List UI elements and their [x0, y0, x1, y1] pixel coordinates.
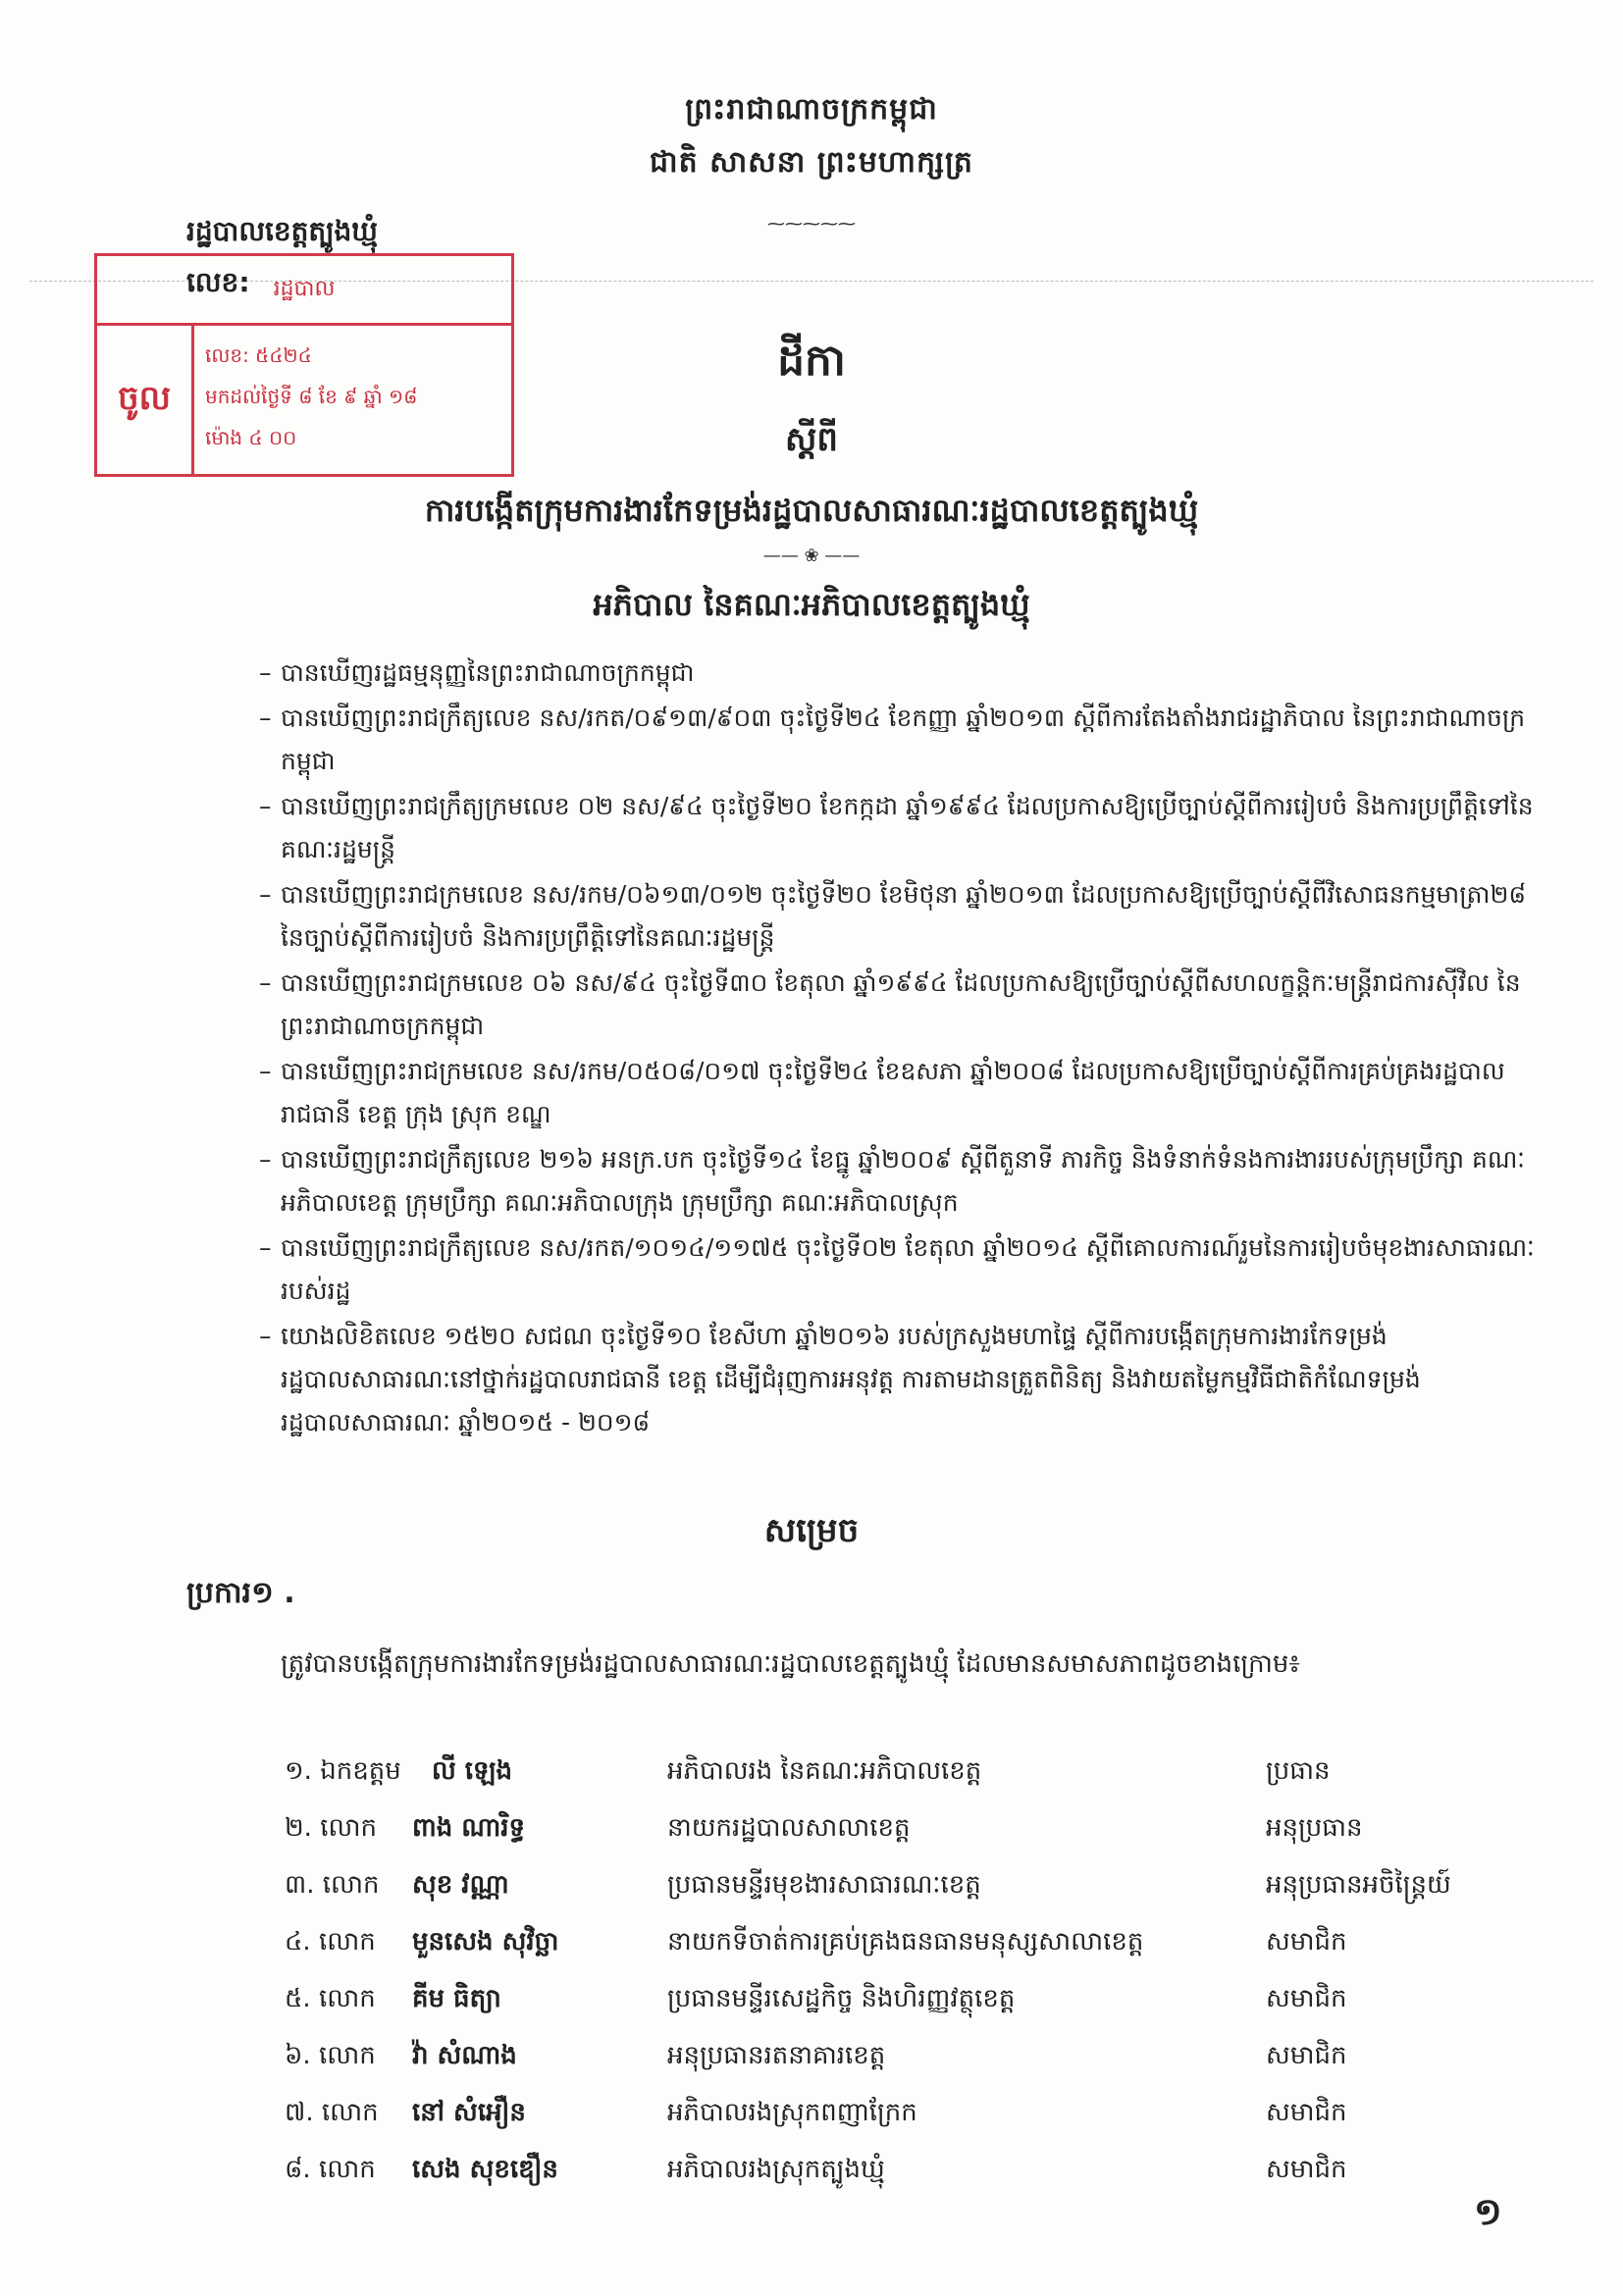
- reference-item: – យោងលិខិតលេខ ១៥២០ សជណ ចុះថ្ងៃទី១០ ខែសីហា ឆ្នាំ២០១៦ របស់ក្រសួងមហាផ្ទៃ ស្តីពីការបង្កើតក្រុមការងារកែទម្រង់រដ្ឋបាលសាធារណៈនៅថ្នាក់រដ្ឋបាលរាជធានី ខេត្ត ដើម្បីជំរុញការអនុវត្ត ការតាមដានត្រួតពិនិត្យ និងវាយតម្លៃកម្មវិធីជាតិកំណែទម្រង់រដ្ឋបាលសាធារណៈ ឆ្នាំ២០១៥ - ២០១៨: [259, 1315, 1554, 1444]
- member-name: ពាង ណារិទ្ធ: [412, 1813, 526, 1843]
- member-position: សមាជិក: [1266, 2041, 1347, 2070]
- kingdom-heading: ព្រះរាជាណាចក្រកម្ពុជា: [685, 92, 938, 127]
- reference-item: – បានឃើញព្រះរាជក្រឹត្យលេខ នស/រកត/០៩១៣/៩០៣ ចុះថ្ងៃទី២៤ ខែកញ្ញា ឆ្នាំ២០១៣ ស្តីពីការតែងតាំងរាជរដ្ឋាភិបាល នៃព្រះរាជាណាចក្រកម្ពុជា: [259, 697, 1554, 783]
- title-ornament: —— ❀ ——: [762, 546, 861, 566]
- member-role: អភិបាលរងស្រុកត្បូងឃ្មុំ: [667, 2155, 885, 2184]
- stamp-office: រដ្ឋបាល: [97, 256, 511, 326]
- reference-item: – បានឃើញរដ្ឋធម្មនុញ្ញនៃព្រះរាជាណាចក្រកម្ពុជា: [259, 652, 1554, 695]
- document-type: ដីកា: [777, 336, 846, 386]
- member-position: សមាជិក: [1266, 1984, 1347, 2013]
- member-index: ៤. លោក: [285, 1927, 376, 1957]
- legal-references: [259, 652, 1554, 1446]
- member-row: [285, 1982, 1560, 2037]
- member-index: ១. ឯកឧត្តម: [285, 1756, 401, 1786]
- reference-item: – បានឃើញព្រះរាជក្រមលេខ នស/រកម/០៥០៨/០១៧ ចុះថ្ងៃទី២៤ ខែឧសភា ឆ្នាំ២០០៨ ដែលប្រកាសឱ្យប្រើច្បាប់ស្តីពីការគ្រប់គ្រងរដ្ឋបាលរាជធានី ខេត្ត ក្រុង ស្រុក ខណ្ឌ: [259, 1050, 1554, 1136]
- member-name: លី ឡេង: [432, 1756, 513, 1786]
- reference-item: – បានឃើញព្រះរាជក្រមលេខ នស/រកម/០៦១៣/០១២ ចុះថ្ងៃទី២០ ខែមិថុនា ឆ្នាំ២០១៣ ដែលប្រកាសឱ្យប្រើច្បាប់ស្តីពីវិសោធនកម្មមាត្រា២៨ នៃច្បាប់ស្តីពីការរៀបចំ និងការប្រព្រឹត្តិទៅនៃគណៈរដ្ឋមន្ត្រី: [259, 873, 1554, 960]
- stamp-side-label: ចូល: [97, 323, 194, 474]
- member-name: វ៉ា សំណាង: [412, 2041, 517, 2070]
- member-position: អនុប្រធាន: [1266, 1813, 1363, 1843]
- decision-heading: សម្រេច: [763, 1511, 860, 1550]
- member-position: សមាជិក: [1266, 2155, 1347, 2184]
- member-role: នាយករដ្ឋបាលសាលាខេត្ត: [667, 1813, 911, 1843]
- member-position: សមាជិក: [1266, 2098, 1347, 2127]
- stamp-number: លេខ: ៥៤២៤: [205, 343, 312, 367]
- document-number-label: លេខ:: [186, 266, 250, 298]
- member-name: សេង សុខឌឿន: [412, 2155, 558, 2184]
- member-index: ៣. លោក: [285, 1870, 380, 1900]
- member-position: សមាជិក: [1266, 1927, 1347, 1957]
- member-role: អភិបាលរង នៃគណៈអភិបាលខេត្ត: [667, 1756, 982, 1786]
- member-name: គីម ធិត្យា: [412, 1984, 501, 2013]
- member-index: ២. លោក: [285, 1813, 377, 1843]
- member-row: [285, 1811, 1560, 1866]
- reference-item: – បានឃើញព្រះរាជក្រឹត្យលេខ នស/រកត/១០១៤/១១៧៥ ចុះថ្ងៃទី០២ ខែតុលា ឆ្នាំ២០១៤ ស្តីពីគោលការណ៍រួមនៃការរៀបចំមុខងារសាធារណៈរបស់រដ្ឋ: [259, 1226, 1554, 1313]
- issuing-authority: អភិបាល នៃគណៈអភិបាលខេត្តត្បូងឃ្មុំ: [593, 586, 1030, 623]
- document-subject: ការបង្កើតក្រុមការងារកែទម្រង់រដ្ឋបាលសាធារណៈរដ្ឋបាលខេត្តត្បូងឃ្មុំ: [424, 492, 1199, 529]
- stamp-received-date: មកដល់ថ្ងៃទី ៨ ខែ ៩ ឆ្នាំ ១៨: [205, 385, 418, 408]
- member-row: [285, 1868, 1560, 1923]
- issuer-administration: រដ្ឋបាលខេត្តត្បូងឃ្មុំ: [186, 215, 378, 247]
- national-motto: ជាតិ សាសនា ព្រះមហាក្សត្រ: [650, 145, 973, 180]
- member-name: សុខ វណ្ណា: [412, 1870, 509, 1900]
- reference-item: – បានឃើញព្រះរាជក្រឹត្យលេខ ២១៦ អនក្រ.បក ចុះថ្ងៃទី១៤ ខែធ្នូ ឆ្នាំ២០០៩ ស្តីពីតួនាទី ភារកិច្ច និងទំនាក់ទំនងការងាររបស់ក្រុមប្រឹក្សា គណៈអភិបាលខេត្ត ក្រុមប្រឹក្សា គណៈអភិបាលក្រុង ក្រុមប្រឹក្សា គណៈអភិបាលស្រុក: [259, 1138, 1554, 1225]
- member-role: អនុប្រធានរតនាគារខេត្ត: [667, 2041, 886, 2070]
- member-row: [285, 2153, 1560, 2208]
- reference-item: – បានឃើញព្រះរាជក្រមលេខ ០៦ នស/៩៤ ចុះថ្ងៃទី៣០ ខែតុលា ឆ្នាំ១៩៩៤ ដែលប្រកាសឱ្យប្រើច្បាប់ស្តីពីសហលក្ខន្តិកៈមន្ត្រីរាជការស៊ីវិល នៃព្រះរាជាណាចក្រកម្ពុជា: [259, 962, 1554, 1048]
- member-position: ប្រធាន: [1266, 1756, 1331, 1786]
- member-row: [285, 2096, 1560, 2151]
- member-role: នាយកទីចាត់ការគ្រប់គ្រងធនធានមនុស្សសាលាខេត្ត: [667, 1927, 1144, 1957]
- member-name: នៅ សំអឿន: [412, 2098, 526, 2127]
- member-index: ៥. លោក: [285, 1984, 376, 2013]
- reference-item: – បានឃើញព្រះរាជក្រឹត្យក្រមលេខ ០២ នស/៩៤ ចុះថ្ងៃទី២០ ខែកក្កដា ឆ្នាំ១៩៩៤ ដែលប្រកាសឱ្យប្រើច្បាប់ស្តីពីការរៀបចំ និងការប្រព្រឹត្តិទៅនៃគណៈរដ្ឋមន្ត្រី: [259, 785, 1554, 871]
- member-index: ៧. លោក: [285, 2098, 379, 2127]
- article-1-text: ត្រូវបានបង្កើតក្រុមការងារកែទម្រង់រដ្ឋបាលសាធារណៈរដ្ឋបាលខេត្តត្បូងឃ្មុំ ដែលមានសមាសភាពដូចខាងក្រោម៖: [281, 1649, 1300, 1679]
- member-position: អនុប្រធានអចិន្ត្រៃយ៍: [1266, 1870, 1451, 1900]
- title-about: ស្តីពី: [785, 420, 838, 459]
- member-index: ៨. លោក: [285, 2155, 376, 2184]
- header-ornament: ⁓⁓⁓⁓⁓: [767, 214, 856, 235]
- member-row: [285, 2039, 1560, 2094]
- stamp-time: ម៉ោង ៤ ០០: [205, 426, 297, 449]
- page-number: ១: [1474, 2190, 1502, 2233]
- member-row: [285, 1925, 1560, 1980]
- member-row: [285, 1754, 1560, 1809]
- member-role: អភិបាលរងស្រុកពញាក្រែក: [667, 2098, 917, 2127]
- article-1-label: ប្រការ១ .: [186, 1576, 295, 1610]
- member-role: ប្រធានមន្ទីរសេដ្ឋកិច្ច និងហិរញ្ញវត្ថុខេត្ត: [667, 1984, 1016, 2013]
- member-name: មួនសេង សុវិច្ឆា: [412, 1927, 559, 1957]
- member-role: ប្រធានមន្ទីរមុខងារសាធារណៈខេត្ត: [667, 1870, 981, 1900]
- member-index: ៦. លោក: [285, 2041, 376, 2070]
